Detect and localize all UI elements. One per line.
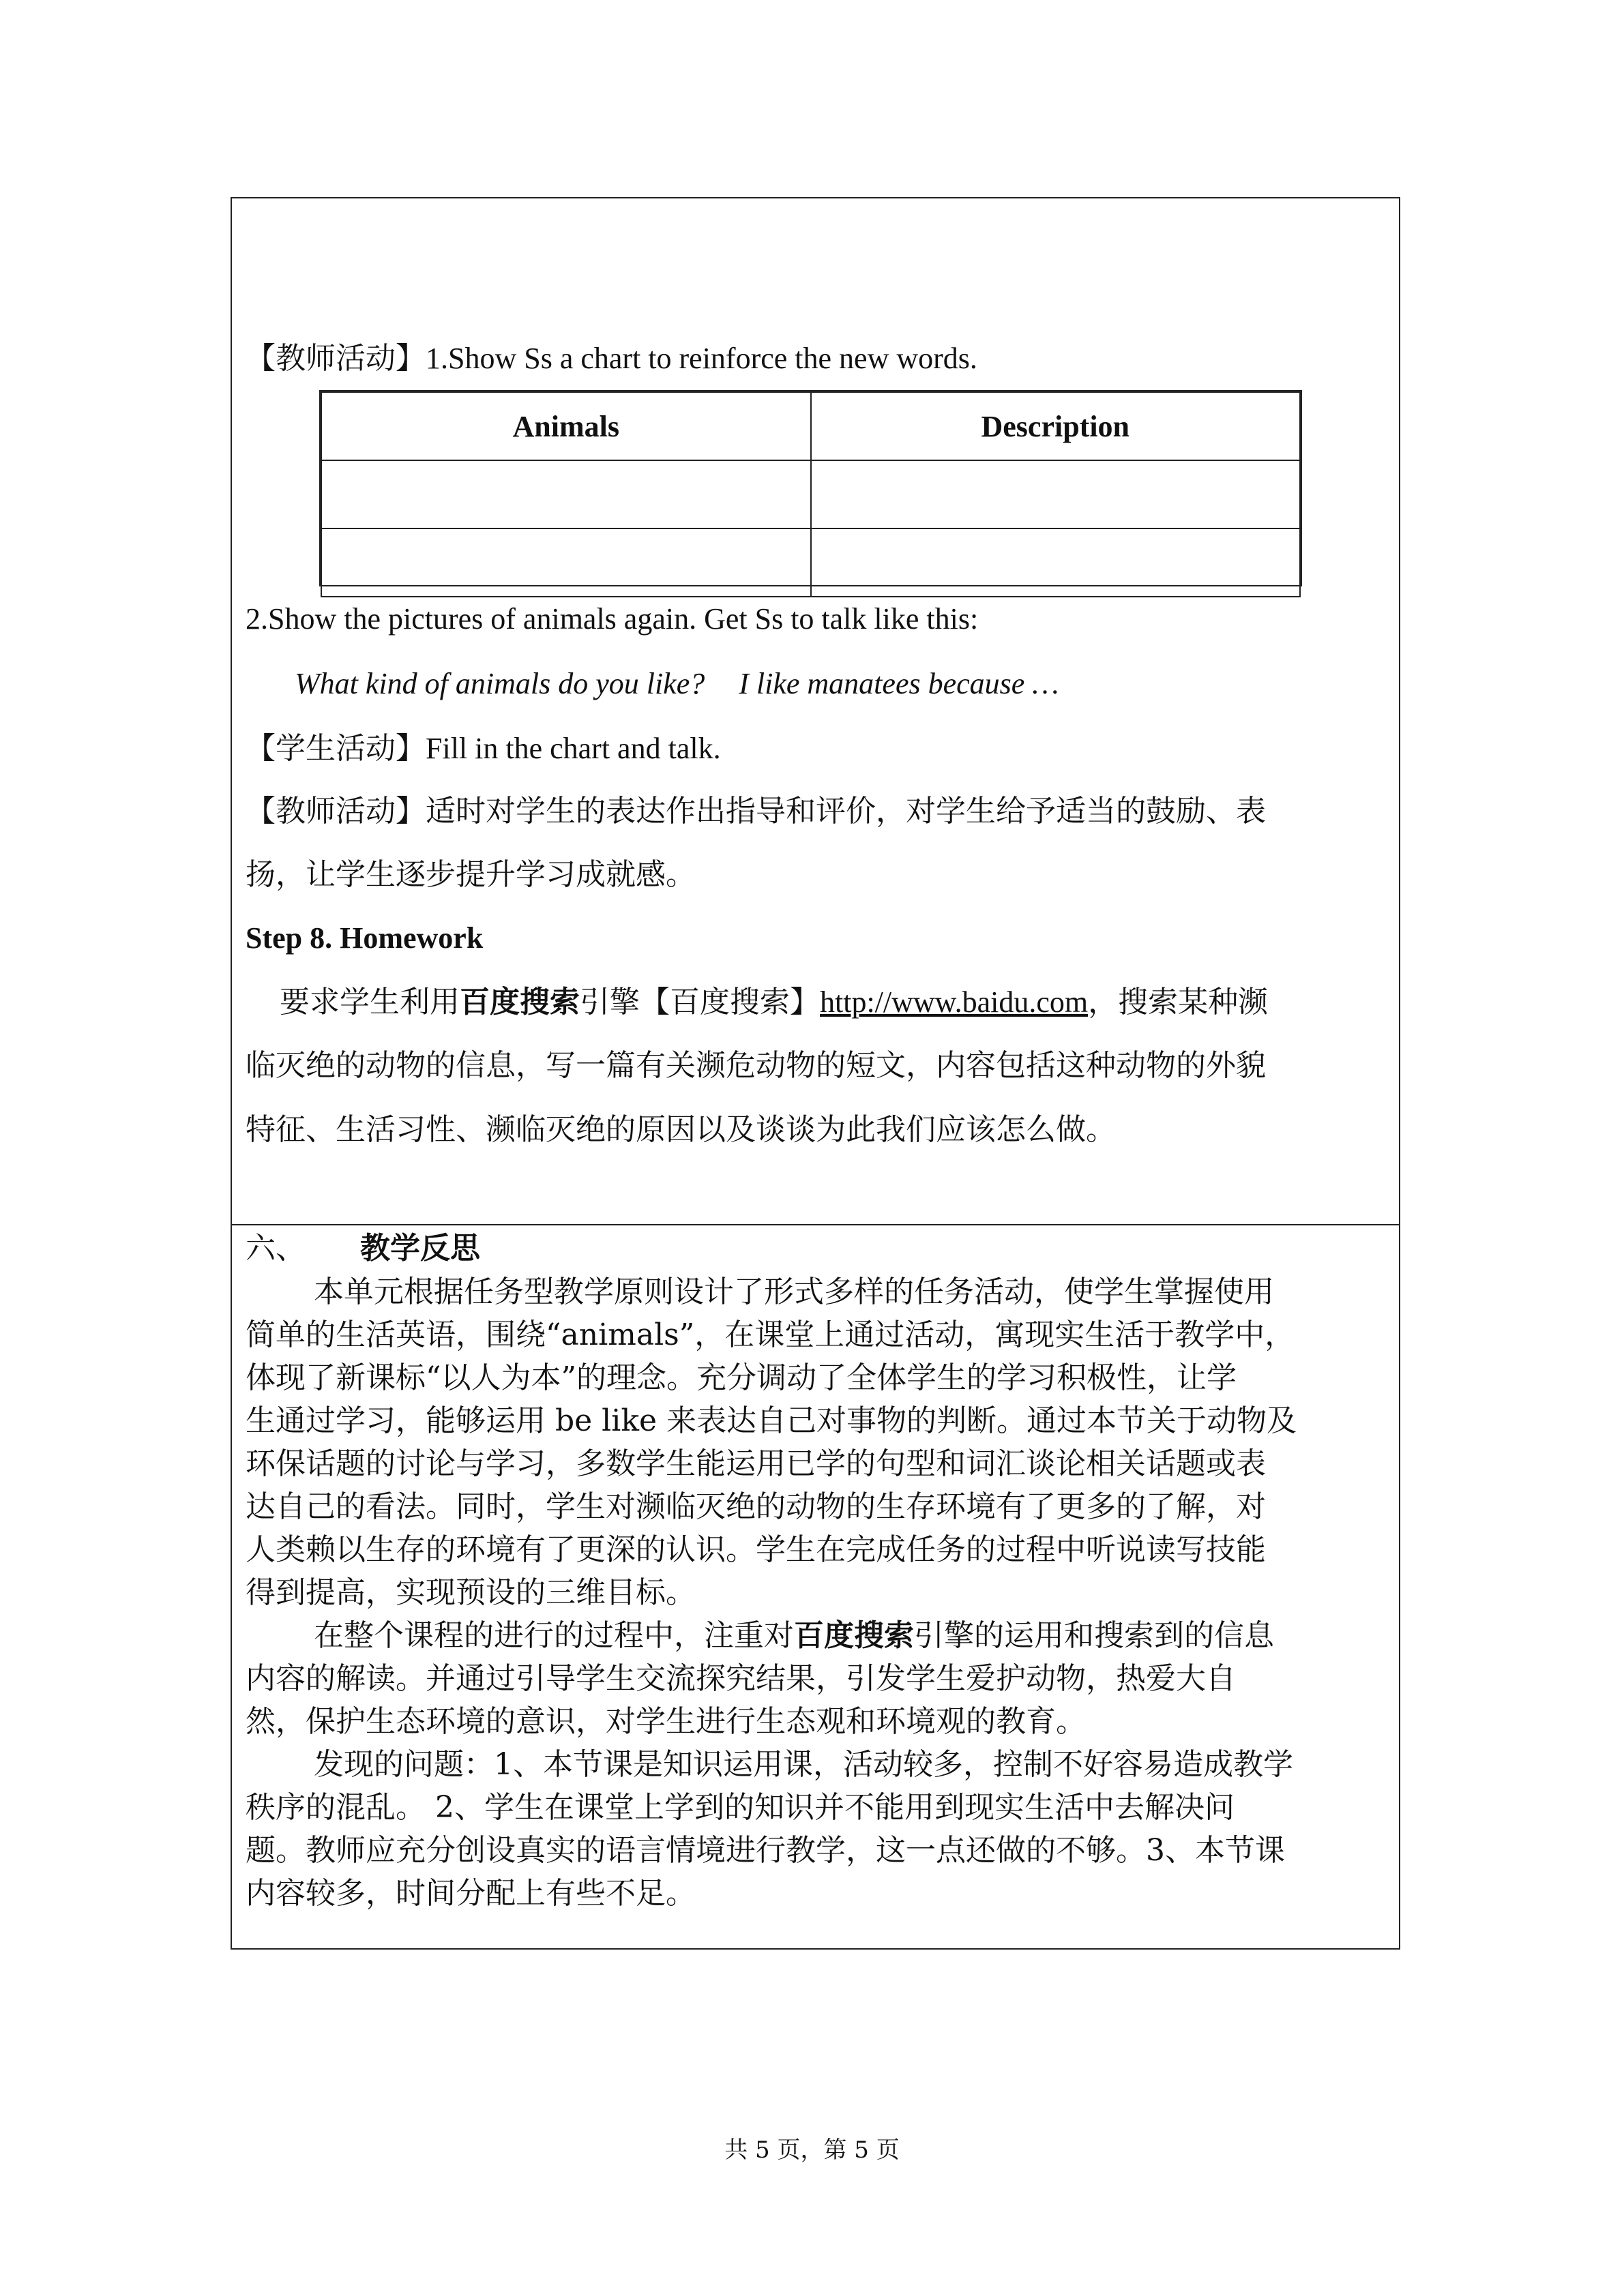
homework-line1 [280, 987, 1268, 1017]
page-footer: 共 5 页，第 5 页 [724, 2136, 900, 2164]
homework-text: 要求学生利用 [280, 985, 460, 1019]
reflection-line: 得到提高，实现预设的三维目标。 [246, 1575, 696, 1610]
reflection-p3-line2: 秩序的混乱。 2、学生在课堂上学到的知识并不能用到现实生活中去解决问 [246, 1790, 1235, 1825]
chart-cell [321, 460, 811, 528]
teacher-text-line2: 扬，让学生逐步提升学习成就感。 [246, 857, 696, 892]
homework-line2: 临灭绝的动物的信息，写一篇有关濒危动物的短文，内容包括这种动物的外貌 [246, 1048, 1266, 1083]
reflection-line: 本单元根据任务型教学原则设计了形式多样的任务活动，使学生掌握使用 [314, 1274, 1274, 1309]
chart-cell [811, 460, 1301, 528]
student-activity [246, 731, 721, 766]
section-number: 六、 [246, 1231, 306, 1266]
reflection-p2-line1 [314, 1618, 1274, 1653]
step-2-text: 2.Show the pictures of animals again. Get Ss to talk like this: [246, 602, 979, 636]
reflection-p2-line2: 内容的解读。并通过引导学生交流探究结果，引发学生爱护动物，热爱大自 [246, 1661, 1236, 1696]
student-tag: 【学生活动】 [246, 731, 426, 766]
reflection-line: 环保话题的讨论与学习，多数学生能运用已学的句型和词汇谈论相关话题或表 [246, 1446, 1266, 1481]
homework-text: 引擎【百度搜索】 [580, 985, 820, 1019]
reflection-text: 在整个课程的进行的过程中，注重对 [314, 1618, 794, 1653]
section-title: 教学反思 [360, 1231, 480, 1266]
reflection-p3-line4: 内容较多，时间分配上有些不足。 [246, 1876, 696, 1911]
step-8-title: Step 8. Homework [246, 921, 484, 955]
homework-line3: 特征、生活习性、濒临灭绝的原因以及谈谈为此我们应该怎么做。 [246, 1112, 1116, 1147]
student-text: Fill in the chart and talk. [426, 732, 721, 765]
chart-cell [811, 528, 1301, 597]
teacher-text: 1.Show Ss a chart to reinforce the new words. [426, 342, 977, 375]
reflection-p3-line1: 发现的问题：1、本节课是知识运用课，活动较多，控制不好容易造成教学 [314, 1747, 1293, 1782]
example-question: What kind of animals do you like? [295, 667, 705, 700]
homework-text: ，搜索某种濒 [1088, 985, 1269, 1019]
baidu-link[interactable]: http://www.baidu.com [820, 985, 1089, 1019]
teacher-text-line1: 适时对学生的表达作出指导和评价，对学生给予适当的鼓励、表 [426, 794, 1266, 829]
lesson-plan-table [231, 197, 1400, 1950]
chart-header-description: Description [811, 392, 1301, 460]
reflection-line: 体现了新课标“以人为本”的理念。充分调动了全体学生的学习积极性，让学 [246, 1360, 1237, 1395]
baidu-search-bold: 百度搜索 [460, 985, 580, 1019]
teacher-tag: 【教师活动】 [246, 794, 426, 829]
reflection-p3-line3: 题。教师应充分创设真实的语言情境进行教学，这一点还做的不够。3、本节课 [246, 1833, 1285, 1868]
reflection-text: 引擎的运用和搜索到的信息 [914, 1618, 1274, 1653]
example-answer: I like manatees because … [739, 667, 1059, 700]
row-divider [232, 1224, 1399, 1225]
chart-cell [321, 528, 811, 597]
baidu-search-bold: 百度搜索 [794, 1618, 914, 1653]
word-chart [319, 390, 1302, 586]
example-dialogue [295, 669, 1059, 699]
reflection-line: 人类赖以生存的环境有了更深的认识。学生在完成任务的过程中听说读写技能 [246, 1532, 1266, 1567]
chart-header-animals: Animals [321, 392, 811, 460]
teacher-activity-1 [246, 341, 977, 376]
reflection-line: 生通过学习，能够运用 be like 来表达自己对事物的判断。通过本节关于动物及 [246, 1403, 1297, 1438]
reflection-p2-line3: 然，保护生态环境的意识，对学生进行生态观和环境观的教育。 [246, 1704, 1086, 1739]
reflection-line: 达自己的看法。同时，学生对濒临灭绝的动物的生存环境有了更多的了解，对 [246, 1489, 1266, 1524]
reflection-line: 简单的生活英语，围绕“animals”，在课堂上通过活动，寓现实生活于教学中， [246, 1317, 1295, 1352]
section-6-heading [246, 1231, 480, 1266]
teacher-activity-2 [246, 794, 1266, 829]
teacher-tag: 【教师活动】 [246, 341, 426, 376]
